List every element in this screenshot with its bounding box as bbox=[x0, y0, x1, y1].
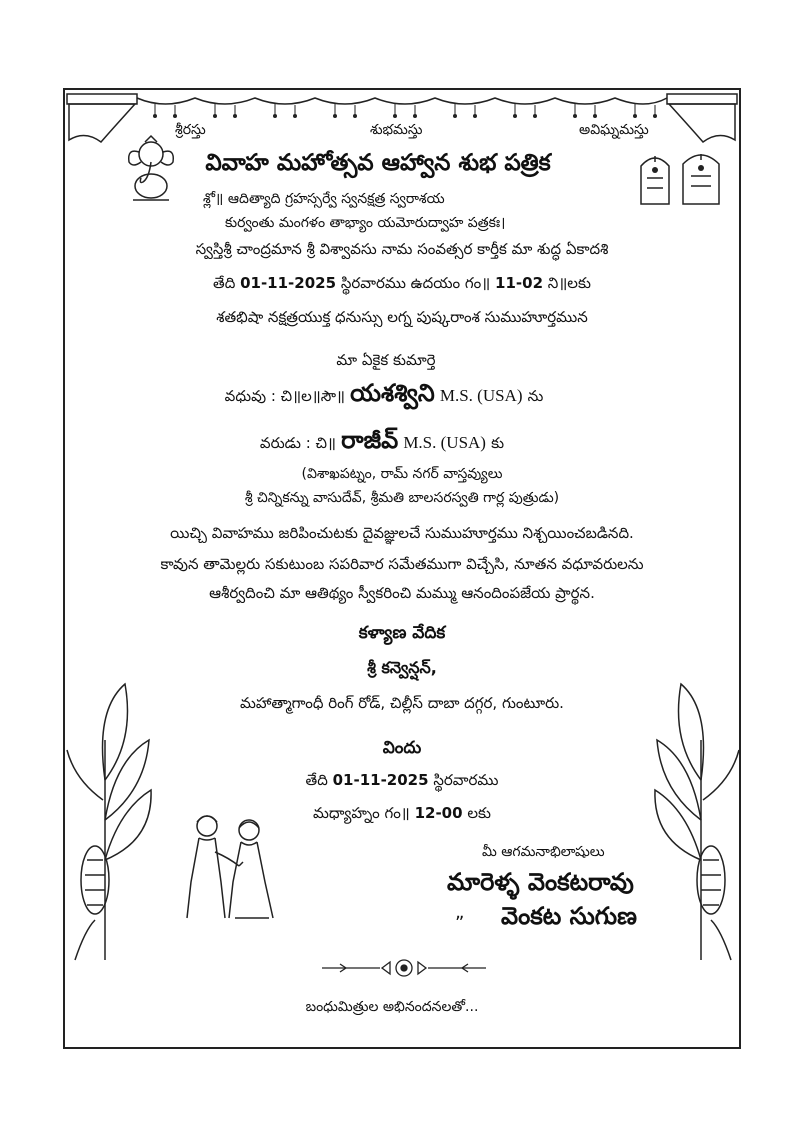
samvatsara-line: స్వస్తిశ్రీ చాంద్రమాన శ్రీ విశ్వావసు నామ సంవత్సర కార్తీక మా శుద్ధ ఏకాదశి bbox=[195, 240, 609, 258]
hosts-greeting: మీ ఆగమనాభిలాషులు bbox=[482, 844, 605, 860]
feast-date: 01-11-2025 bbox=[332, 771, 429, 789]
feast-date-prefix: తేది bbox=[305, 771, 328, 789]
feast-day: స్థిరవారము bbox=[433, 771, 499, 789]
date-time-line bbox=[65, 274, 739, 296]
feast-time: 12-00 bbox=[414, 804, 463, 822]
feast-date-line bbox=[65, 771, 739, 793]
bride-name: యశశ్విని bbox=[350, 379, 435, 407]
banana-plant-left-decoration bbox=[65, 680, 155, 960]
groom-label: వరుడు : చి॥ bbox=[259, 434, 337, 452]
bride-degree: M.S. (USA) bbox=[439, 386, 523, 405]
bride-line bbox=[47, 379, 721, 413]
invitation-card bbox=[63, 88, 741, 1049]
wedding-date: 01-11-2025 bbox=[240, 274, 337, 292]
feast-time-prefix: మధ్యాహ్నం గం॥ bbox=[312, 804, 410, 822]
ornament-divider bbox=[320, 958, 488, 978]
wedding-time: 11-02 bbox=[495, 274, 544, 292]
feast-heading: విందు bbox=[382, 738, 422, 758]
blessing-avighnamastu: అవిఘ్నమస్తు bbox=[579, 122, 649, 138]
time-suffix: ని॥లకు bbox=[547, 274, 591, 292]
blessing-subhamastu: శుభమస్తు bbox=[370, 122, 423, 138]
host-name-2: వెంకట సుగుణ bbox=[501, 902, 637, 930]
bride-suffix: ను bbox=[527, 387, 544, 405]
bride-intro: మా ఏకైక కుమార్తె bbox=[336, 351, 436, 369]
deity-icon bbox=[635, 148, 725, 206]
shloka-line-1: శ్లో॥ ఆదిత్యాది గ్రహస్సర్వే స్వనక్షత్ర స్వరాశయ bbox=[203, 191, 445, 207]
bride-label: వధువు : చి॥ల॥సౌ॥ bbox=[224, 387, 346, 405]
groom-parents: శ్రీ చిన్నికన్ను వాసుదేవ్, శ్రీమతి బాలసరస్వతి గార్ల పుత్రుడు) bbox=[244, 490, 560, 506]
invite-line-2: కావున తామెల్లరు సకుటుంబ సపరివార సమేతముగా విచ్చేసి, నూతన వధూవరులను bbox=[160, 555, 644, 573]
groom-place: (విశాఖపట్నం, రామ్ నగర్ వాస్తవ్యులు bbox=[301, 466, 503, 482]
nakshatra-line: శతభిషా నక్షత్రయుక్త ధనుస్సు లగ్న పుష్కరాంశ సుముహూర్తమున bbox=[216, 308, 588, 326]
page-title: వివాహ మహోత్సవ ఆహ్వాన శుభ పత్రిక bbox=[205, 150, 551, 176]
date-prefix: తేది bbox=[213, 274, 236, 292]
groom-suffix: కు bbox=[491, 434, 505, 452]
venue-heading: కళ్యాణ వేదిక bbox=[358, 623, 446, 643]
venue-name: శ్రీ కన్వెన్షన్, bbox=[367, 658, 437, 677]
groom-degree: M.S. (USA) bbox=[403, 433, 486, 452]
feast-time-line bbox=[65, 804, 739, 826]
bride-groom-illustration bbox=[169, 812, 289, 922]
ditto-mark: „ bbox=[455, 902, 465, 923]
host-name-1: మారెళ్ళ వెంకటరావు bbox=[447, 868, 634, 896]
invite-line-3: ఆశీర్వదించి మా ఆతిథ్యం స్వీకరించి మమ్ము ఆనందింపజేయ ప్రార్థన. bbox=[209, 584, 595, 602]
banana-plant-right-decoration bbox=[651, 680, 741, 960]
footer-greeting: బంధుమిత్రుల అభినందనలతో... bbox=[305, 999, 479, 1015]
venue-address: మహాత్మాగాంధీ రింగ్ రోడ్, చిల్లీస్ దాబా దగ్గర, గుంటూరు. bbox=[240, 694, 564, 712]
day-time-text: స్థిరవారము ఉదయం గం॥ bbox=[340, 274, 491, 292]
groom-line bbox=[45, 426, 719, 460]
blessing-srirastu: శ్రీరస్తు bbox=[175, 122, 206, 138]
groom-name: రాజీవ్ bbox=[341, 426, 399, 454]
shloka-line-2: కుర్వంతు మంగళం తాభ్యాం యమోరుద్వాహ పత్రకః। bbox=[225, 215, 506, 231]
invite-line-1: యిచ్చి వివాహము జరిపించుటకు దైవజ్ఞులచే సుముహూర్తము నిశ్చయించబడినది. bbox=[170, 524, 634, 542]
feast-time-suffix: లకు bbox=[467, 804, 491, 822]
